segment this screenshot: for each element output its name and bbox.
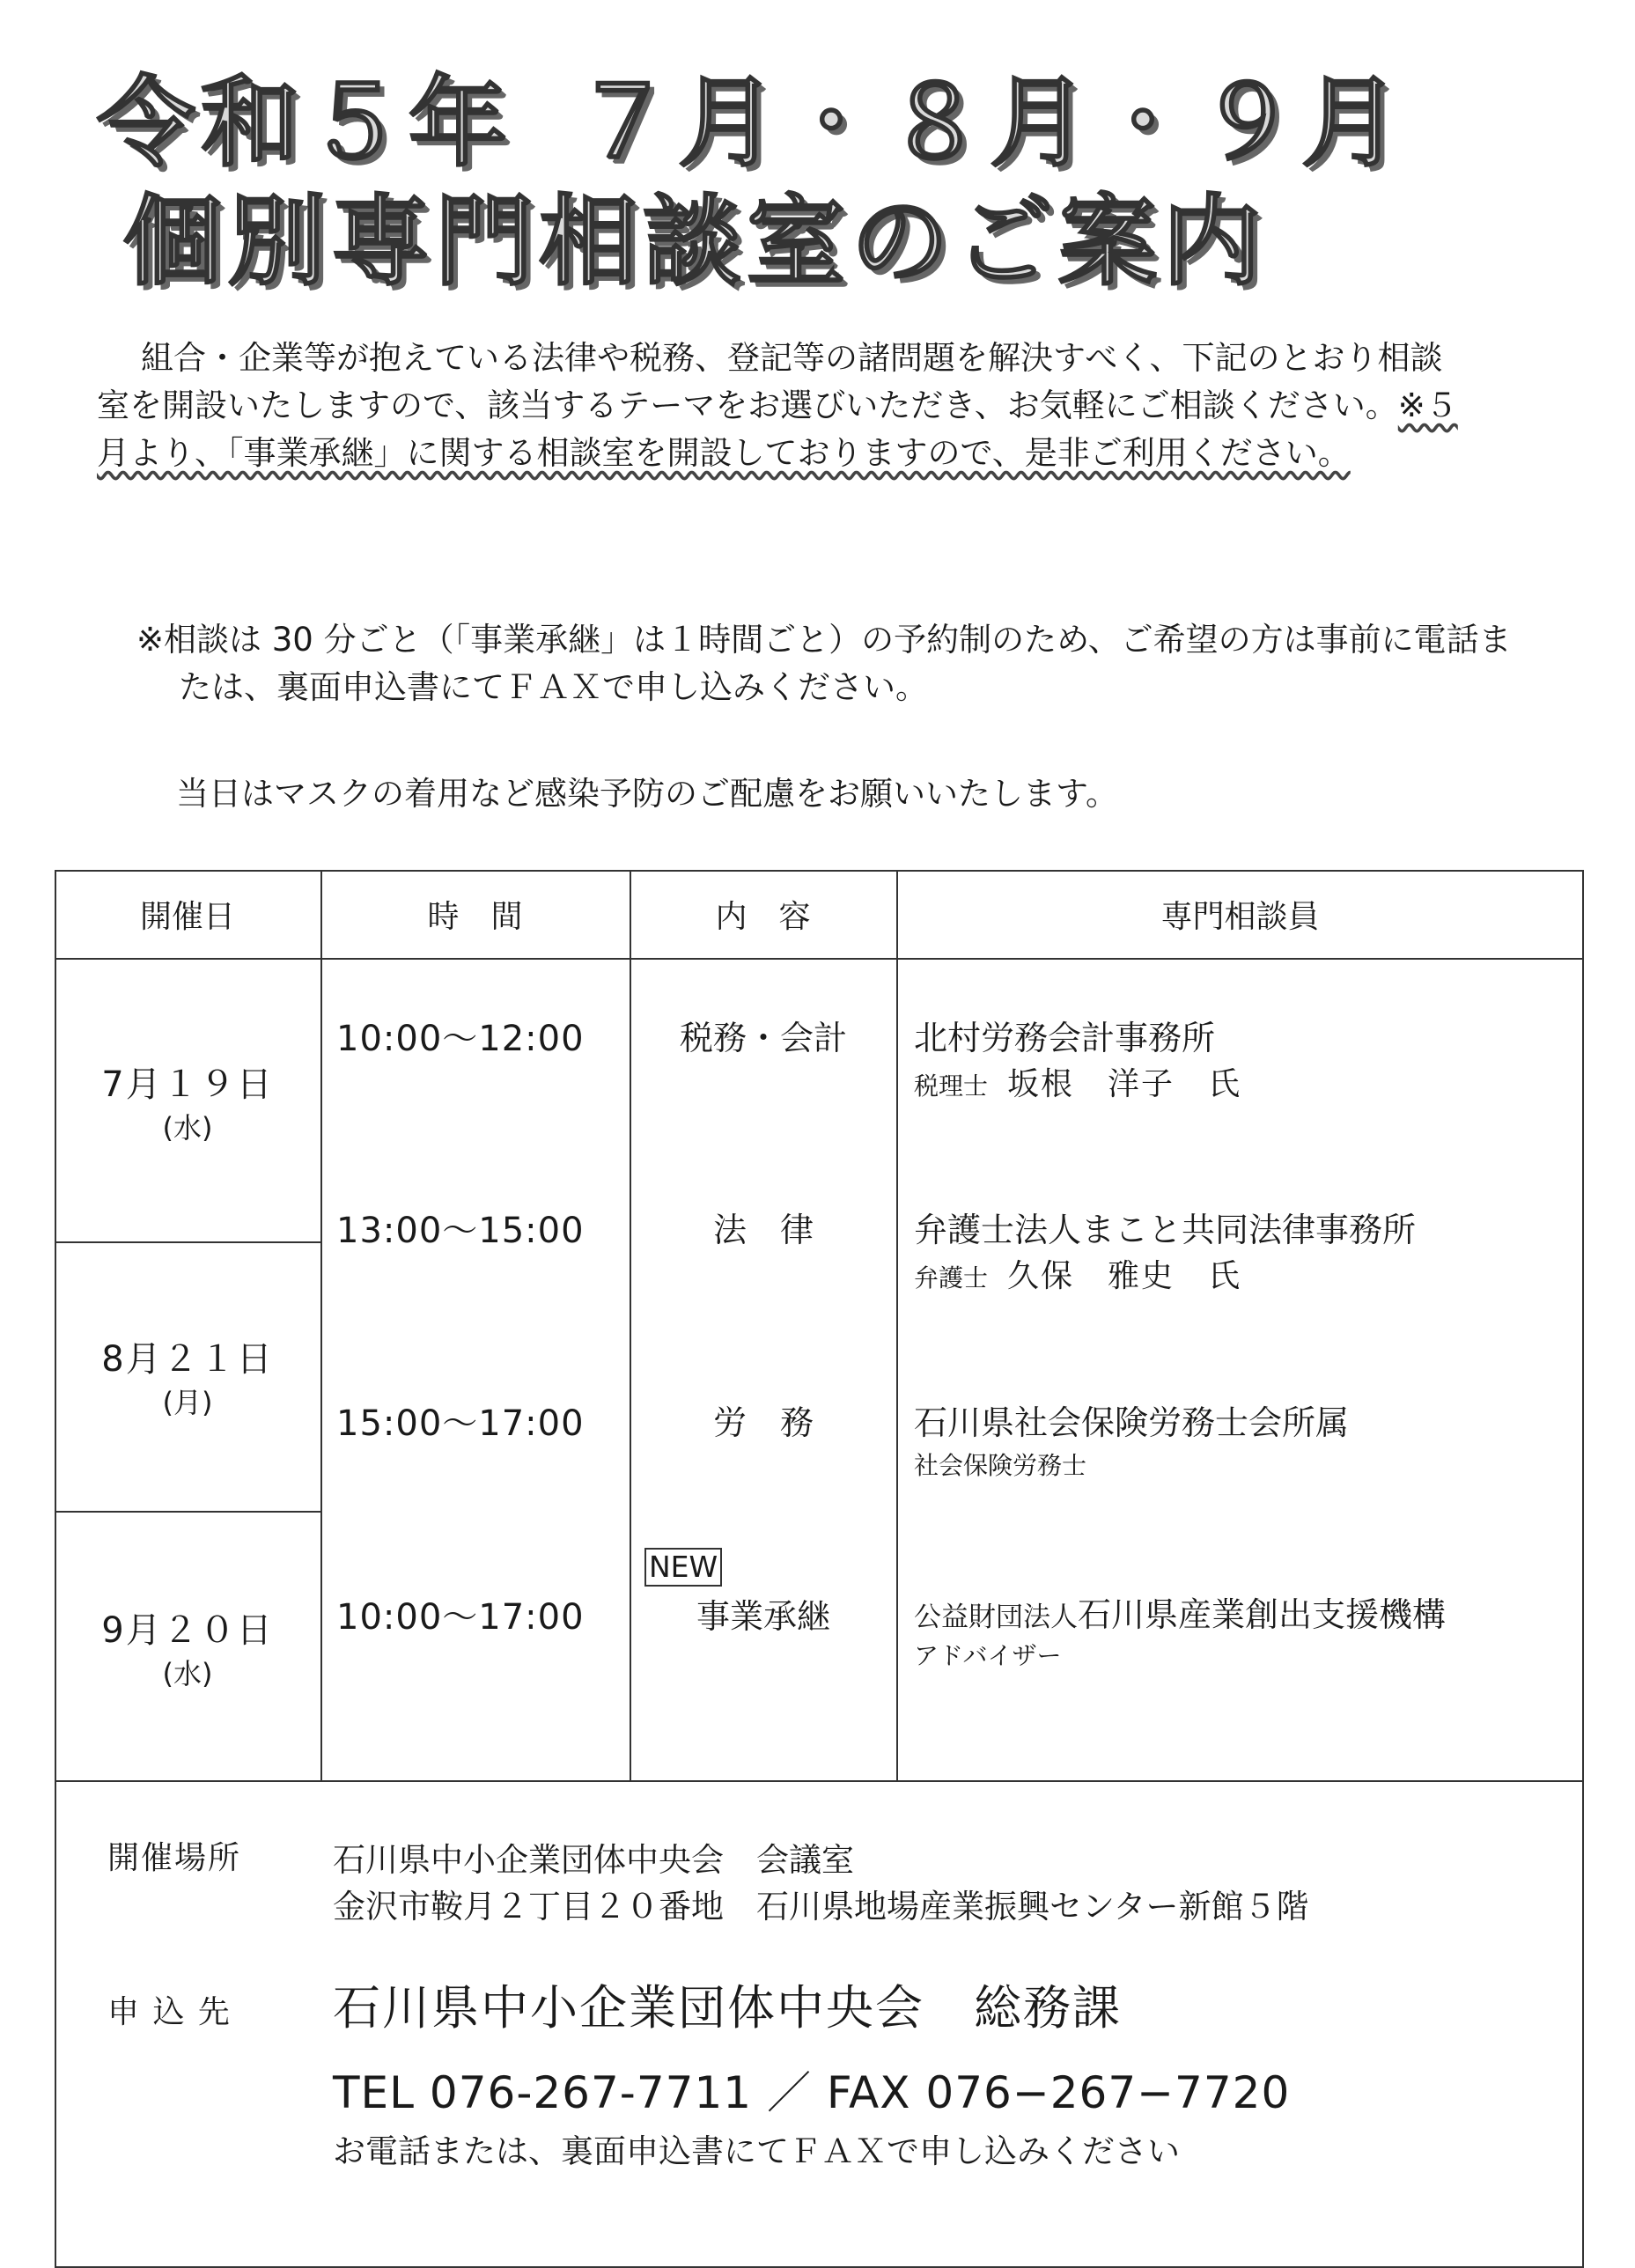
col-divider-1	[320, 870, 322, 1780]
consultant-role: アドバイザー	[914, 1641, 1062, 1670]
apply-contact: TEL 076-267-7711 ／ FAX 076−267−7720	[333, 2067, 1291, 2118]
mask-note: 当日はマスクの着用など感染予防のご配慮をお願いいたします。	[176, 775, 1119, 813]
consultant-role: 社会保険労務士	[914, 1451, 1087, 1480]
session-time: 10:00〜17:00	[336, 1597, 585, 1638]
apply-org: 石川県中小企業団体中央会 総務課	[333, 1980, 1122, 2036]
dow-september: (水)	[162, 1657, 213, 1690]
date-august: 8月２１日	[101, 1339, 274, 1380]
reservation-note: ※相談は 30 分ごと（「事業承継」は１時間ごと）の予約制のため、ご希望の方は事前に電話または、裏面申込書にてＦＡＸで申し込みください。	[136, 621, 1512, 706]
session-topic: 法 律	[712, 1211, 814, 1249]
title-year: 令和５年	[97, 66, 512, 180]
new-badge: NEW	[644, 1548, 722, 1587]
consultant-org-prefix: 公益財団法人	[914, 1602, 1078, 1633]
consultant-person	[914, 1446, 1106, 1482]
consultant-person	[914, 1059, 1241, 1104]
consultant-org	[914, 1587, 1446, 1636]
consultant-name: 久保 雅史 氏	[1007, 1258, 1242, 1294]
page-title-line2: 個別専門相談室のご案内	[123, 185, 1266, 299]
consultant-person	[914, 1636, 1080, 1672]
venue-line1: 石川県中小企業団体中央会 会議室	[333, 1841, 854, 1879]
header-consultant: 専門相談員	[1160, 899, 1320, 935]
header-date: 開催日	[139, 899, 235, 935]
header-topic: 内 容	[715, 899, 811, 935]
date-row-divider-1	[55, 1241, 320, 1243]
dow-august: (月)	[162, 1386, 213, 1419]
consultant-org: 石川県社会保険労務士会所属	[914, 1403, 1350, 1442]
consultant-org-name: 石川県産業創出支援機構	[1078, 1595, 1447, 1634]
consultant-org: 北村労務会計事務所	[914, 1019, 1216, 1057]
consultant-name: 坂根 洋子 氏	[1007, 1066, 1242, 1102]
session-topic: 事業承継	[696, 1597, 830, 1636]
session-topic: 労 務	[712, 1403, 814, 1442]
venue-label: 開催場所	[107, 1840, 242, 1876]
intro-highlight: ※５月より、「事業承継」に関する相談室を開設しておりますので、是非ご利用ください。	[97, 387, 1458, 472]
col-divider-2	[630, 870, 631, 1780]
consultant-person	[914, 1251, 1241, 1296]
consultant-role: 弁護士	[914, 1263, 989, 1292]
session-time: 13:00〜15:00	[336, 1211, 585, 1251]
date-row-divider-2	[55, 1511, 320, 1513]
col-divider-3	[896, 870, 898, 1780]
session-time: 15:00〜17:00	[336, 1403, 585, 1444]
session-topic: 税務・会計	[679, 1019, 847, 1057]
title-months: ７月・８月・９月	[574, 66, 1405, 180]
table-header-divider	[55, 958, 1584, 960]
venue-address: 金沢市鞍月２丁目２０番地 石川県地場産業振興センター新館５階	[333, 1888, 1309, 1926]
apply-label: 申 込 先	[107, 1994, 232, 2030]
table-footer-divider	[55, 1780, 1584, 1782]
consultant-org: 弁護士法人まこと共同法律事務所	[914, 1211, 1417, 1249]
dow-july: (水)	[162, 1111, 213, 1145]
intro-paragraph	[97, 335, 1470, 477]
header-time: 時 間	[427, 899, 523, 935]
apply-note: お電話または、裏面申込書にてＦＡＸで申し込みください	[333, 2132, 1180, 2170]
session-time: 10:00〜12:00	[336, 1019, 585, 1059]
date-september: 9月２０日	[101, 1610, 274, 1651]
consultant-role: 税理士	[914, 1071, 989, 1101]
intro-text: 組合・企業等が抱えている法律や税務、登記等の諸問題を解決すべく、下記のとおり相談室を開設いたしますので、該当するテーマをお選びいただき、お気軽にご相談ください。	[97, 339, 1443, 424]
date-july: 7月１９日	[101, 1064, 274, 1105]
